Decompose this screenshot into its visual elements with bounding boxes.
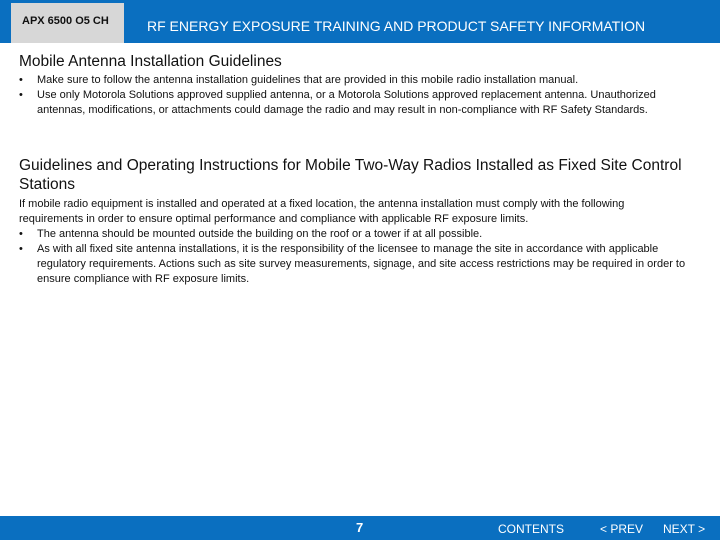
section2-bullet-list [19, 227, 687, 287]
list-item-text: As with all fixed site antenna installations, it is the responsibility of the licensee to manage the site in accordance with applicable regulatory requirements. Actions such as site survey measurements, signage, and site access restrictions may be required in order to ensure compliance with RF exposure limits. [37, 243, 686, 285]
bullet-icon: • [19, 228, 23, 240]
header-bar [0, 0, 720, 43]
page-number: 7 [356, 520, 364, 535]
section2-intro: If mobile radio equipment is installed and operated at a fixed location, the antenna installation must comply with the following requirements in order to ensure optimal performance and compliance with applicable RF exposure limits. [19, 198, 625, 225]
contents-link[interactable]: CONTENTS [498, 522, 564, 536]
list-item [19, 73, 687, 88]
bullet-icon: • [19, 74, 23, 86]
section2-body [19, 197, 687, 287]
model-label: APX 6500 O5 CH [11, 3, 124, 43]
list-item-text: Make sure to follow the antenna installation guidelines that are provided in this mobile radio installation manual. [37, 74, 579, 86]
list-item [19, 242, 687, 287]
page-title: RF ENERGY EXPOSURE TRAINING AND PRODUCT SAFETY INFORMATION [147, 18, 646, 34]
list-item [19, 88, 687, 118]
bullet-icon: • [19, 89, 23, 101]
prev-button[interactable]: < PREV [600, 522, 644, 536]
list-item-text: Use only Motorola Solutions approved supplied antenna, or a Motorola Solutions approved replacement antenna. Unauthorized antennas, modifications, or attachments could damage the radio and may result in non-compliance with RF Safety Standards. [37, 89, 656, 116]
section1-bullet-list [19, 73, 687, 118]
list-item-text: The antenna should be mounted outside the building on the roof or a tower if at all possible. [37, 228, 483, 240]
list-item [19, 227, 687, 242]
bullet-icon: • [19, 243, 23, 255]
footer-bar [0, 516, 720, 540]
next-button[interactable]: NEXT > [663, 522, 706, 536]
section1-heading: Mobile Antenna Installation Guidelines [19, 53, 282, 70]
section2-heading: Guidelines and Operating Instructions for Mobile Two-Way Radios Installed as Fixed Site Control Stations [19, 157, 682, 193]
